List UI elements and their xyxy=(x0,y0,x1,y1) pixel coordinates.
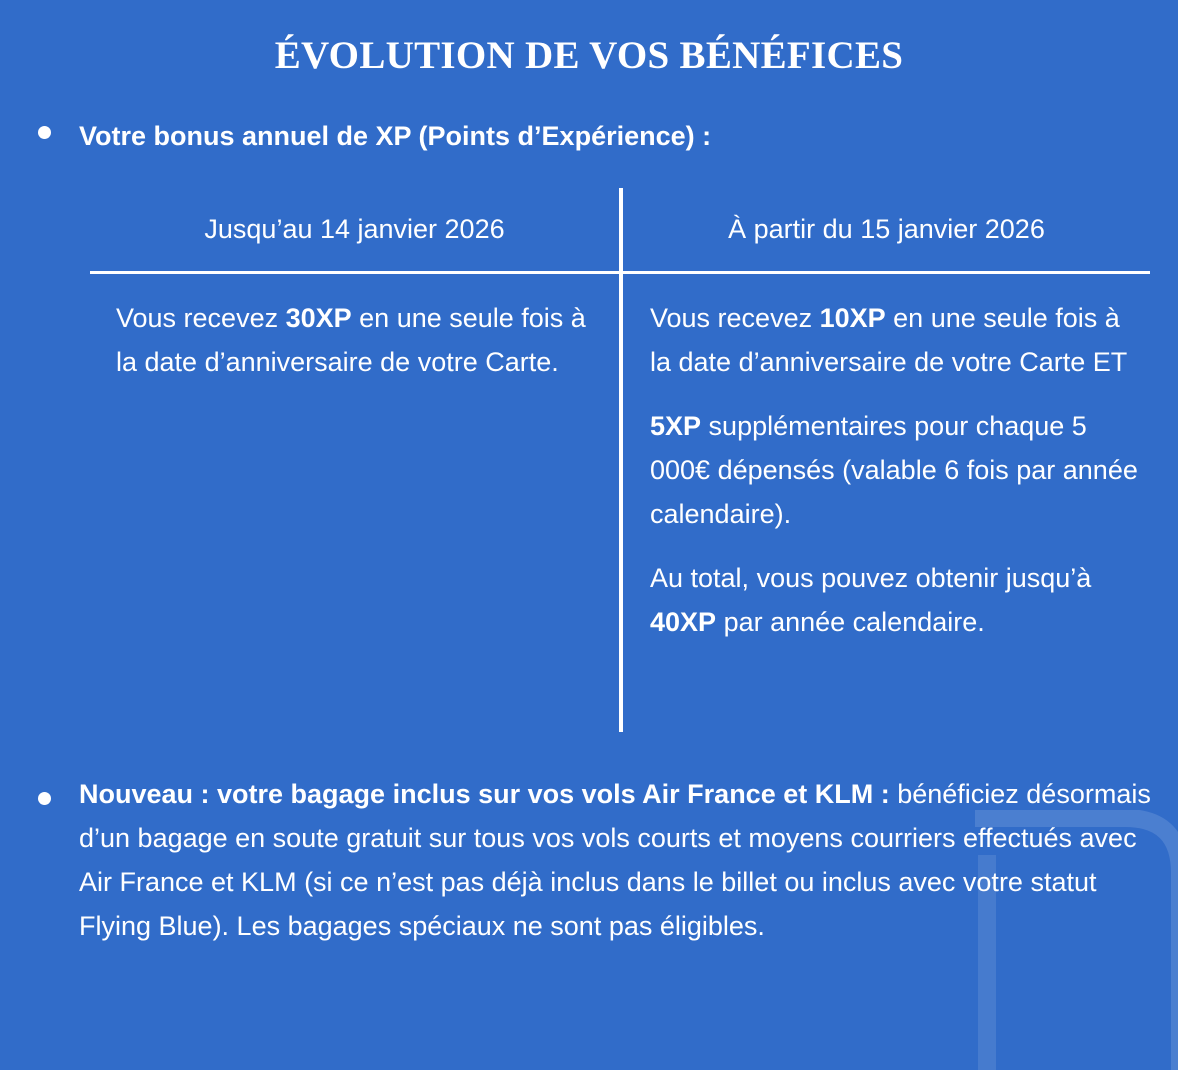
table-header-divider xyxy=(90,271,1150,274)
table-column-divider xyxy=(619,188,623,732)
from-total-xp: 40XP xyxy=(650,607,717,637)
from-p1-pre: Vous recevez xyxy=(650,303,820,333)
from-paragraph-3 xyxy=(650,556,1140,644)
table-header-from: À partir du 15 janvier 2026 xyxy=(728,214,1045,244)
until-text-post: en une seule fois à la date d’anniversaire de votre Carte. xyxy=(116,303,586,377)
baggage-heading: Nouveau : votre bagage inclus sur vos vols Air France et KLM : xyxy=(79,779,890,809)
from-p2-post: supplémentaires pour chaque 5 000€ dépensés (valable 6 fois par année calendaire). xyxy=(650,411,1138,529)
baggage-body: bénéficiez désormais d’un bagage en soute gratuit sur tous vos vols courts et moyens courriers effectués avec Air France et KLM (si ce n’est pas déjà inclus dans le billet ou inclus avec votre statut Flying Blue). Les bagages spéciaux ne sont pas éligibles. xyxy=(79,779,1151,941)
until-text-pre: Vous recevez xyxy=(116,303,286,333)
from-p3-post: par année calendaire. xyxy=(716,607,985,637)
from-p1-post: en une seule fois à la date d’anniversaire de votre Carte ET xyxy=(650,303,1128,377)
bullet-icon xyxy=(38,126,51,139)
until-paragraph xyxy=(116,296,596,384)
page-title: ÉVOLUTION DE VOS BÉNÉFICES xyxy=(274,34,904,77)
bullet-icon xyxy=(38,792,51,805)
from-p3-pre: Au total, vous pouvez obtenir jusqu’à xyxy=(650,563,1092,593)
decorative-outline-icon xyxy=(975,810,1178,1070)
from-xp-amount: 10XP xyxy=(819,303,886,333)
from-paragraph-2 xyxy=(650,404,1140,536)
table-cell-from xyxy=(650,296,1140,664)
section-xp-heading: Votre bonus annuel de XP (Points d’Expérience) : xyxy=(79,121,712,151)
from-bonus-xp: 5XP xyxy=(650,411,702,441)
from-paragraph-1 xyxy=(650,296,1140,384)
table-cell-until xyxy=(116,296,596,404)
table-header-until: Jusqu’au 14 janvier 2026 xyxy=(204,214,505,244)
until-xp-amount: 30XP xyxy=(285,303,352,333)
